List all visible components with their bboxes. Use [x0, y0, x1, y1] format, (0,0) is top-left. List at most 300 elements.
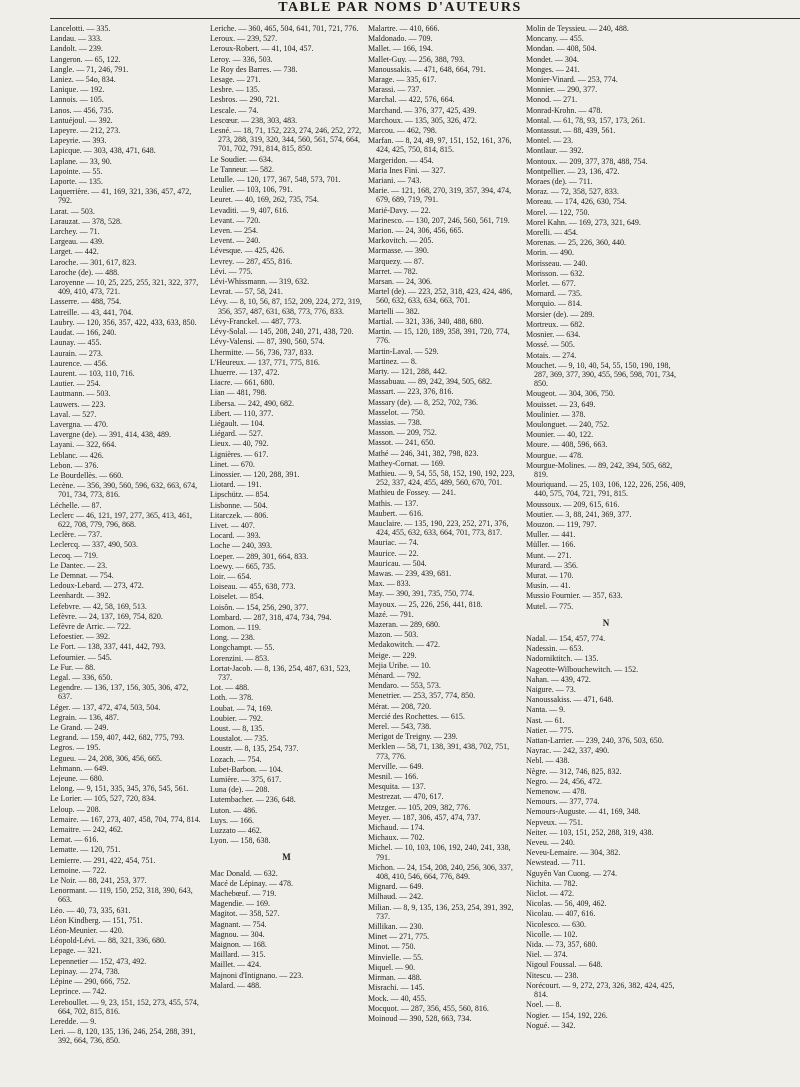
index-entry: Natier. — 775. — [526, 725, 574, 735]
index-entry: Nida. — 73, 357, 680. — [526, 940, 598, 950]
index-entry: Martelli — 382. — [368, 306, 420, 316]
index-entry: Morquio. — 814. — [526, 299, 582, 309]
index-entry: Laplane. — 33, 90. — [50, 156, 112, 166]
index-entry: Marfan. — 8, 24, 49, 97, 151, 152, 161, 376, 424, 425, 750, 814, 815. — [368, 136, 512, 155]
index-entry: Martial. — 321, 336, 340, 488, 680. — [368, 316, 484, 326]
index-entry: Marty. — 121, 288, 442. — [368, 366, 448, 376]
index-entry: Leblanc. — 426. — [50, 450, 104, 460]
index-entry: Montlaur. — 392. — [526, 146, 584, 156]
index-entry: Lejeune. — 680. — [50, 774, 104, 784]
index-entry: Liotard. — 191. — [210, 480, 262, 490]
index-entry: Le Lorier. — 105, 527, 720, 834. — [50, 794, 156, 804]
index-entry: Leclère. — 737. — [50, 530, 102, 540]
index-entry: Nayrac. — 242, 337, 490. — [526, 746, 610, 756]
index-entry: Locard. — 393. — [210, 531, 261, 541]
index-entry: Montpellier. — 23, 136, 472. — [526, 166, 620, 176]
index-entry: Mathey-Cornat. — 169. — [368, 458, 445, 468]
index-entry: Landau. — 333. — [50, 34, 102, 44]
index-entry: Monges. — 241. — [526, 64, 580, 74]
index-entry: Mallet-Guy. — 256, 388, 793. — [368, 54, 465, 64]
index-entry: Montassut. — 88, 439, 561. — [526, 126, 616, 136]
index-entry: Nanta. — 9. — [526, 705, 566, 715]
index-entry: Loubier. — 792. — [210, 713, 263, 723]
index-entry: Lepennetier — 152, 473, 492. — [50, 956, 147, 966]
index-entry: Mouisset. — 23, 649. — [526, 399, 596, 409]
index-entry: Lebon. — 376. — [50, 460, 99, 470]
index-entry: Mock. — 40, 455. — [368, 993, 427, 1003]
index-entry: Léon-Meunier. — 420. — [50, 926, 124, 936]
index-entry: Loubat. — 74, 169. — [210, 703, 273, 713]
index-entry: Milian. — 8, 9, 135, 136, 253, 254, 391, 392, 737. — [368, 902, 514, 921]
index-entry: Le Dantec. — 23. — [50, 560, 108, 570]
index-entry: Luton. — 486. — [210, 805, 258, 815]
index-entry: Mauricau. — 504. — [368, 558, 427, 568]
index-entry: Nemours. — 377, 774. — [526, 797, 600, 807]
index-entry: Nicolau. — 407, 616. — [526, 909, 596, 919]
index-entry: Mussio Fournier. — 357, 633. — [526, 591, 623, 601]
index-column-4 — [526, 24, 686, 1077]
index-entry: Moulinier. — 378. — [526, 409, 586, 419]
index-entry: Lauwers. — 223. — [50, 399, 106, 409]
index-entry: Long. — 238. — [210, 633, 255, 643]
index-entry: Ledoux-Lebard. — 273, 472. — [50, 581, 144, 591]
index-entry: Nadal. — 154, 457, 774. — [526, 633, 606, 643]
index-entry: Macé de Lépinay. — 478. — [210, 878, 294, 888]
index-entry: Livet. — 407. — [210, 520, 255, 530]
index-entry: Lomon. — 119. — [210, 622, 261, 632]
index-entry: Mendaro. — 553, 573. — [368, 681, 441, 691]
index-entry: Machebœuf. — 719. — [210, 889, 277, 899]
index-entry: Mazon. — 503. — [368, 630, 419, 640]
index-entry: Lancelotti. — 335. — [50, 24, 111, 33]
index-entry: Loir. — 654. — [210, 571, 252, 581]
index-entry: Lehmann. — 649. — [50, 763, 109, 773]
index-entry: Lortat-Jacob. — 8, 136, 254, 487, 631, 523, 737. — [210, 663, 351, 682]
index-entry: Layani. — 322, 664. — [50, 440, 117, 450]
index-entry: Newstead. — 711. — [526, 858, 586, 868]
index-entry: Marchoux. — 135, 305, 326, 472. — [368, 115, 477, 125]
index-entry: Mouriquand. — 25, 103, 106, 122, 226, 256, 409, 440, 575, 704, 721, 791, 815. — [526, 480, 686, 499]
index-entry: Lozach. — 754. — [210, 754, 262, 764]
index-entry: Morel Kahn. — 169, 273, 321, 649. — [526, 217, 641, 227]
index-entry: Lapicque. — 303, 438, 471, 648. — [50, 146, 156, 156]
index-entry: Leri. — 8, 120, 135, 136, 246, 254, 288, 391, 392, 664, 736, 850. — [50, 1027, 196, 1046]
index-entry: Luzzato — 462. — [210, 826, 262, 836]
index-entry: Le Fort. — 138, 337, 441, 442, 793. — [50, 642, 166, 652]
index-entry: Mutel. — 775. — [526, 601, 574, 611]
index-entry: Le Bourdellès. — 660. — [50, 470, 124, 480]
index-entry: Morin. — 490. — [526, 248, 574, 258]
index-entry: Laurence. — 456. — [50, 358, 108, 368]
index-entry: Lévi. — 775. — [210, 266, 253, 276]
index-entry: Lot. — 488. — [210, 683, 250, 693]
index-entry: Lesné. — 18, 71, 152, 223, 274, 246, 252, 272, 273, 288, 319, 320, 344, 560, 561, 574, 664, 701, 702, 791, 814, 815, 850. — [210, 126, 362, 154]
index-entry: Marinesco. — 130, 207, 246, 560, 561, 719. — [368, 215, 510, 225]
index-entry: Ménard. — 792. — [368, 671, 421, 680]
index-entry: Levant. — 720. — [210, 215, 261, 225]
index-entry: Mazeran. — 289, 680. — [368, 619, 440, 629]
index-entry: Launay. — 455. — [50, 338, 102, 348]
index-entry: Laporte. — 135. — [50, 177, 103, 187]
index-column-3 — [368, 24, 523, 1077]
index-entry: Nemenow. — 478. — [526, 787, 587, 797]
index-entry: Leloup. — 208. — [50, 804, 101, 814]
index-entry: Magitot. — 358, 527. — [210, 909, 280, 919]
index-entry: Mariani. — 743. — [368, 176, 422, 186]
page-title: TABLE PAR NOMS D'AUTEURS — [278, 0, 522, 15]
index-entry: Liacre. — 661, 680. — [210, 378, 275, 388]
index-entry: Laroche. — 301, 617, 823. — [50, 257, 137, 267]
index-entry: Merklen — 58, 71, 138, 391, 438, 702, 751, 773, 776. — [368, 742, 510, 761]
index-entry: Max. — 833. — [368, 579, 411, 589]
index-entry: Lefebvre. — 42, 58, 169, 513. — [50, 601, 147, 611]
section-letter: N — [602, 617, 610, 628]
index-entry: Lépine — 290, 666, 752. — [50, 977, 131, 987]
index-entry: Mondet. — 304. — [526, 54, 579, 64]
index-entry: Lasserre. — 488, 754. — [50, 297, 122, 307]
index-entry: Lemaitre. — 242, 462. — [50, 825, 123, 835]
index-entry: Nigoul Foussal. — 648. — [526, 960, 603, 970]
index-entry: Lhermitte. — 56, 736, 737, 833. — [210, 347, 314, 357]
index-entry: Laval. — 527. — [50, 409, 97, 419]
index-entry: Libert. — 110, 377. — [210, 408, 274, 418]
index-entry: Larauzat. — 378, 528. — [50, 216, 122, 226]
index-entry: Lemaire. — 167, 273, 407, 458, 704, 774, 814. — [50, 814, 201, 824]
index-entry: Laquerrière. — 41, 169, 321, 336, 457, 472, 792. — [50, 187, 192, 206]
index-entry: Leclercq. — 337, 490, 503. — [50, 540, 138, 550]
index-entry: Lévy-Franckel. — 487, 773. — [210, 316, 302, 326]
index-entry: Longchampt. — 55. — [210, 643, 275, 653]
index-entry: Munt. — 271. — [526, 550, 572, 560]
index-entry: Neveu-Lemaire. — 304, 382. — [526, 848, 621, 858]
index-entry: Leulier. — 103, 106, 791. — [210, 185, 293, 195]
index-entry: Linossier. — 120, 288, 391. — [210, 469, 300, 479]
index-entry: Malard. — 488. — [210, 980, 262, 990]
index-entry: Murat. — 170. — [526, 570, 574, 580]
index-entry: Legueu. — 24, 208, 306, 456, 665. — [50, 753, 162, 763]
index-entry: Lieux. — 40, 792. — [210, 439, 269, 449]
index-entry: Margeridon. — 454. — [368, 155, 434, 165]
index-entry: Milhaud. — 242. — [368, 892, 424, 902]
index-entry: Michaux. — 702. — [368, 833, 425, 843]
index-entry: Legrand. — 159, 407, 442, 682, 775, 793. — [50, 733, 185, 743]
index-entry: Montal. — 61, 78, 93, 157, 173, 261. — [526, 115, 646, 125]
index-entry: Lisbonne. — 504. — [210, 500, 268, 510]
index-entry: Minot. — 750. — [368, 942, 416, 952]
index-entry: Liégault. — 104. — [210, 418, 265, 428]
index-column-1 — [50, 24, 202, 1077]
index-entry: Nguyên Van Cuong. — 274. — [526, 868, 617, 878]
index-entry: Malartre. — 410, 666. — [368, 24, 440, 33]
index-entry: Mejia Uribe. — 10. — [368, 660, 431, 670]
index-entry: Lereboullet. — 9, 23, 151, 152, 273, 455, 574, 664, 702, 815, 816. — [50, 997, 199, 1016]
index-entry: Legendre. — 136, 137, 156, 305, 306, 472, 637. — [50, 683, 189, 702]
index-entry: Mesquita. — 137. — [368, 782, 426, 792]
index-entry: Loewy. — 665, 735. — [210, 561, 276, 571]
index-entry: Levent. — 240. — [210, 236, 261, 246]
index-entry: Montoux. — 209, 377, 378, 488, 754. — [526, 156, 648, 166]
header-rule — [50, 18, 800, 19]
index-entry: Mignard. — 649. — [368, 882, 424, 892]
index-entry: Mathis. — 137. — [368, 498, 419, 508]
index-entry: Lyon. — 158, 638. — [210, 836, 271, 846]
index-entry: Niel. — 374. — [526, 950, 568, 960]
index-entry: Maillard. — 315. — [210, 950, 266, 960]
index-entry: Majnoni d'Intignano. — 223. — [210, 970, 304, 980]
index-entry: Lutembacher. — 236, 648. — [210, 795, 296, 805]
index-entry: Morlet. — 677. — [526, 279, 576, 289]
index-entry: Lian — 481, 798. — [210, 388, 267, 398]
index-entry: Mourgue-Molines. — 89, 242, 394, 505, 682, 819. — [526, 460, 673, 479]
index-entry: Lévy. — 8, 10, 56, 87, 152, 209, 224, 272, 319, 356, 357, 487, 631, 638, 773, 776, 833. — [210, 297, 362, 316]
index-entry: Moure. — 408, 596, 663. — [526, 440, 608, 450]
index-column-2 — [210, 24, 363, 1077]
index-entry: Moussoux. — 209, 615, 616. — [526, 499, 620, 509]
index-entry: Maurice. — 22. — [368, 548, 419, 558]
index-entry: Molin de Teyssieu. — 240, 488. — [526, 24, 629, 33]
index-entry: Manoussakis. — 471, 648, 664, 791. — [368, 64, 486, 74]
index-entry: Neveu. — 240. — [526, 838, 575, 848]
index-entry: Metzger. — 105, 209, 382, 776. — [368, 802, 471, 812]
index-entry: Le Grand. — 249. — [50, 723, 109, 733]
index-entry: Marie. — 121, 168, 270, 319, 357, 394, 474, 679, 689, 719, 791. — [368, 186, 512, 205]
index-entry: Marié-Davy. — 22. — [368, 205, 431, 215]
index-entry: Mauriac. — 74. — [368, 538, 419, 548]
index-entry: Landolt. — 239. — [50, 44, 103, 54]
index-entry: Magendie. — 169. — [210, 899, 270, 909]
index-entry: Morelli. — 454. — [526, 228, 578, 238]
index-entry: Michaud. — 174. — [368, 823, 425, 833]
index-entry: Morsier (de). — 289. — [526, 309, 595, 319]
index-entry: Mondan. — 408, 504. — [526, 44, 597, 54]
index-entry: Levrey. — 287, 455, 816. — [210, 256, 293, 266]
index-entry: Massot. — 241, 650. — [368, 438, 436, 448]
index-entry: Levrat. — 57, 58, 241. — [210, 287, 283, 297]
index-entry: Moinoud — 390, 528, 663, 734. — [368, 1013, 472, 1023]
index-entry: Léo. — 40, 73, 335, 631. — [50, 905, 131, 915]
index-entry: Moulonguet. — 240, 752. — [526, 419, 610, 429]
index-entry: Lanos. — 456, 735. — [50, 105, 114, 115]
index-entry: L'Heureux. — 137, 771, 775, 816. — [210, 357, 320, 367]
index-entry: Lapointe. — 55. — [50, 166, 103, 176]
index-entry: Martinez. — 8. — [368, 356, 417, 366]
index-entry: Litarczek. — 806. — [210, 510, 269, 520]
index-entry: Le Tanneur. — 582. — [210, 164, 274, 174]
index-entry: Morisson. — 632. — [526, 268, 585, 278]
index-entry: Mouzon. — 119, 797. — [526, 519, 597, 529]
index-entry: Moraes (de). — 711. — [526, 177, 593, 187]
index-entry: Maria Ines Fini. — 327. — [368, 165, 446, 175]
index-entry: Lautmann. — 503. — [50, 389, 111, 399]
index-entry: Lefèvre de Arric. — 722. — [50, 621, 131, 631]
index-entry: Medakowitch. — 472. — [368, 640, 440, 650]
index-entry: Libersa. — 242, 490, 682. — [210, 398, 294, 408]
index-entry: Masson. — 209, 752. — [368, 428, 437, 438]
index-entry: Lipschütz. — 854. — [210, 490, 270, 500]
index-entry: Monier-Vinard. — 253, 774. — [526, 75, 618, 85]
index-entry: Lévy-Solal. — 145, 208, 240, 271, 438, 720. — [210, 327, 354, 337]
index-entry: Mathé — 246, 341, 382, 798, 823. — [368, 448, 479, 458]
index-entry: Luna (de). — 208. — [210, 785, 270, 795]
index-entry: Lumière. — 375, 617. — [210, 775, 282, 785]
index-entry: Nadorniktitch. — 135. — [526, 654, 599, 664]
index-entry: Laroche (de). — 488. — [50, 267, 120, 277]
index-entry: Merville. — 649. — [368, 761, 424, 771]
index-entry: Mathieu de Fossey. — 241. — [368, 488, 456, 498]
index-entry: Montel. — 23. — [526, 136, 574, 146]
index-entry: Nast. — 61. — [526, 715, 565, 725]
index-entry: Meige. — 229. — [368, 650, 417, 660]
index-entry: Lemat. — 616. — [50, 835, 99, 845]
index-entry: Maubert. — 616. — [368, 508, 424, 518]
index-entry: Misrachi. — 145. — [368, 983, 425, 993]
index-entry: Leriche. — 360, 465, 504, 641, 701, 721, 776. — [210, 24, 359, 33]
index-entry: Michel. — 10, 103, 106, 192, 240, 241, 338, 791. — [368, 843, 511, 862]
index-entry: Lecoq. — 719. — [50, 550, 98, 560]
index-entry: Morel. — 122, 750. — [526, 207, 590, 217]
index-entry: Martin-Laval. — 529. — [368, 346, 439, 356]
index-column-5 — [690, 24, 800, 1077]
index-entry: Léon Kindberg. — 151, 751. — [50, 915, 143, 925]
index-entry: Merel. — 543, 738. — [368, 722, 432, 732]
index-entry: Lescœur. — 238, 303, 483. — [210, 115, 298, 125]
index-entry: Moncany. — 455. — [526, 34, 584, 44]
index-entry: Mac Donald. — 632. — [210, 868, 278, 878]
index-entry: Loisôn. — 154, 256, 290, 377. — [210, 602, 309, 612]
index-entry: Loiseau. — 455, 638, 773. — [210, 582, 296, 592]
index-entry: Loiselet. — 854. — [210, 592, 264, 602]
index-entry: Masselot. — 750. — [368, 407, 425, 417]
index-entry: Laubry. — 120, 356, 357, 422, 433, 633, 850. — [50, 317, 197, 327]
index-entry: Mauclaire. — 135, 190, 223, 252, 271, 376, 424, 455, 632, 633, 664, 701, 773, 817. — [368, 518, 509, 538]
index-entry: Mornard. — 735. — [526, 289, 582, 299]
index-entry: Léger. — 137, 472, 474, 503, 504. — [50, 702, 161, 712]
index-entry: Loche — 240, 393. — [210, 541, 272, 551]
index-entry: Le Roy des Barres. — 738. — [210, 64, 298, 74]
index-entry: Marmasse. — 390. — [368, 246, 429, 256]
index-entry: Mounier. — 40, 122. — [526, 430, 594, 440]
index-entry: Michon. — 24, 154, 208, 240, 256, 306, 337, 408, 410, 546, 664, 776, 849. — [368, 862, 513, 882]
index-entry: Mortreux. — 682. — [526, 319, 585, 329]
index-entry: Lignières. — 617. — [210, 449, 269, 459]
index-entry: Langeron. — 65, 122. — [50, 54, 121, 64]
index-entry: Martin. — 15, 120, 189, 358, 391, 720, 774, 776. — [368, 327, 510, 346]
index-entry: Loustr. — 8, 135, 254, 737. — [210, 744, 299, 754]
index-entry: Lepinay. — 274, 738. — [50, 966, 120, 976]
index-entry: Meyer. — 187, 306, 457, 474, 737. — [368, 812, 481, 822]
index-entry: Laniez. — 54o, 834. — [50, 75, 116, 85]
index-entry: Leroux. — 239, 527. — [210, 34, 278, 44]
index-entry: Larat. — 503. — [50, 206, 95, 216]
index-entry: Larget. — 442. — [50, 247, 99, 257]
index-entry: Moutier. — 3, 88, 241, 369, 377. — [526, 509, 632, 519]
index-entry: Levaditi. — 9, 407, 616. — [210, 205, 289, 215]
index-entry: Leven. — 254. — [210, 226, 258, 236]
index-entry: Loustalot. — 735. — [210, 734, 269, 744]
index-entry: Mawas. — 239, 439, 681. — [368, 568, 452, 578]
index-entry: Nicolesco. — 630. — [526, 919, 586, 929]
index-entry: Mossé. — 505. — [526, 340, 575, 350]
index-entry: Lombard. — 287, 318, 474, 734, 794. — [210, 612, 332, 622]
index-entry: Laroyenne — 10, 25, 225, 255, 321, 322, 377, 409, 410, 473, 721. — [50, 278, 199, 297]
index-entry: Lantuéjoul. — 392. — [50, 115, 113, 125]
index-entry: Legros. — 195. — [50, 743, 101, 753]
index-entry: Müller. — 166. — [526, 540, 576, 550]
index-entry: Lefoestier. — 392. — [50, 632, 110, 642]
index-entry: Liégard. — 527. — [210, 429, 263, 439]
index-entry: Marassi. — 737. — [368, 85, 422, 95]
index-entry: Massias. — 738. — [368, 417, 422, 427]
index-entry: Loth. — 378. — [210, 693, 254, 703]
index-entry: Nebl. — 438. — [526, 756, 570, 766]
index-entry: Monrad-Krohn. — 478. — [526, 105, 603, 115]
index-entry: Nemours-Auguste. — 41, 169, 348. — [526, 807, 641, 817]
index-entry: Merigot de Treigny. — 239. — [368, 732, 458, 742]
index-entry: Lecène. — 356, 390, 560, 596, 632, 663, 674, 701, 734, 773, 816. — [50, 481, 198, 500]
index-entry: Langle. — 71, 246, 791. — [50, 64, 129, 74]
index-entry: Marion. — 24, 306, 456, 665. — [368, 226, 464, 236]
index-entry: Mallet. — 166, 194. — [368, 44, 433, 54]
index-entry: Murard. — 356. — [526, 560, 578, 570]
index-entry: Lévesque. — 425, 426. — [210, 246, 285, 256]
index-entry: Lapeyrie. — 393. — [50, 136, 107, 146]
index-entry: Menetrier. — 253, 357, 774, 850. — [368, 691, 476, 701]
index-entry: Maldonado. — 709. — [368, 34, 433, 44]
index-entry: Lubet-Barbon. — 104. — [210, 764, 283, 774]
index-entry: Marret. — 782. — [368, 266, 418, 276]
index-entry: Muller. — 441. — [526, 530, 576, 540]
index-entry: Mestrezat. — 470, 617. — [368, 792, 444, 802]
index-entry: Lannois. — 105. — [50, 95, 104, 105]
index-entry: Lemierre. — 291, 422, 454, 751. — [50, 855, 156, 865]
index-entry: Lescale. — 74. — [210, 105, 259, 115]
index-entry: Le Noir. — 88, 241, 253, 377. — [50, 876, 147, 886]
index-entry: Nogier. — 154, 192, 226. — [526, 1010, 608, 1020]
index-entry: Nogué. — 342. — [526, 1020, 576, 1030]
index-entry: Magnou. — 304. — [210, 929, 265, 939]
index-entry: Maillet. — 424. — [210, 960, 262, 970]
index-entry: Moraz. — 72, 358, 527, 833. — [526, 187, 619, 197]
index-entry: Latreille. — 43, 441, 704. — [50, 307, 134, 317]
index-entry: Lematte. — 120, 751. — [50, 845, 121, 855]
index-entry: Morisseau. — 240. — [526, 258, 588, 268]
index-entry: Leenhardt. — 392. — [50, 591, 111, 601]
index-entry: Martel (de). — 223, 252, 318, 423, 424, 486, 560, 632, 633, 634, 663, 701. — [368, 287, 513, 306]
index-entry: Lenormant. — 119, 150, 252, 318, 390, 643, 663. — [50, 886, 193, 905]
index-entry: Leroux-Robert. — 41, 104, 457. — [210, 44, 314, 54]
index-entry: May. — 390, 391, 735, 750, 774. — [368, 589, 475, 599]
index-entry: Lesbros. — 290, 721. — [210, 95, 280, 105]
index-entry: Naigure. — 73. — [526, 685, 576, 694]
index-entry: Markovitch. — 205. — [368, 236, 434, 246]
index-entry: Lemoine. — 722. — [50, 865, 107, 875]
index-entry: Nitescu. — 238. — [526, 970, 579, 980]
index-entry: Niclot. — 472. — [526, 889, 574, 899]
index-entry: Mirman. — 488. — [368, 973, 422, 983]
index-entry: Mazé. — 791. — [368, 609, 414, 619]
index-entry: Mayoux. — 25, 226, 256, 441, 818. — [368, 599, 483, 609]
index-entry: Loust. — 8, 135. — [210, 724, 265, 734]
index-entry: Leuret. — 40, 169, 262, 735, 754. — [210, 195, 319, 205]
index-entry: Le Soudier. — 634. — [210, 154, 273, 164]
index-entry: Lesage. — 271. — [210, 75, 261, 85]
index-entry: Lepage. — 321. — [50, 946, 102, 956]
index-entry: Lautier. — 254. — [50, 379, 101, 389]
index-entry: Norécourt. — 9, 272, 273, 326, 382, 424, 425, 814. — [526, 980, 675, 1000]
index-entry: Marcou. — 462, 798. — [368, 126, 437, 136]
index-entry: Minet — 271, 775. — [368, 932, 430, 942]
index-entry: Laurent. — 103, 110, 716. — [50, 368, 135, 378]
